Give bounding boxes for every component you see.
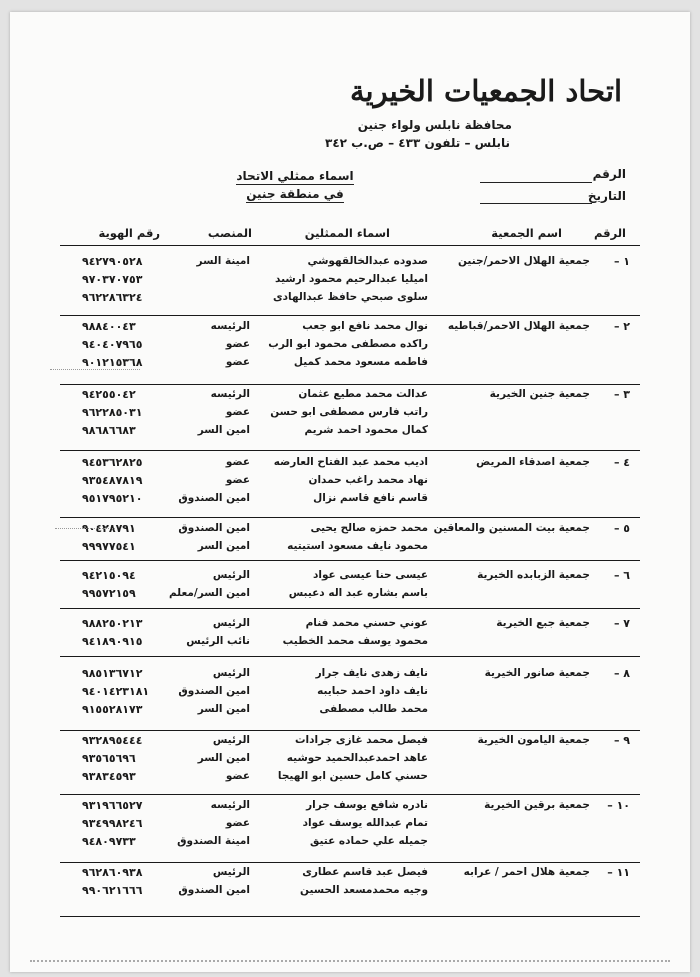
society-name: جمعية برقين الخيرية — [484, 799, 590, 811]
representative-position: الرئيس — [212, 866, 250, 878]
row-separator — [60, 560, 640, 561]
representative-name: فاطمه مسعود محمد كميل — [293, 356, 428, 368]
representative-position: امين السر/معلم — [168, 587, 250, 599]
representative-id: ٩٤١٨٩٠٩١٥ — [82, 635, 143, 648]
society-name: جمعية صانور الخيرية — [484, 667, 590, 679]
society-number: ٩ – — [613, 734, 630, 747]
representative-id: ٩٨٦٨٦٦٨٣ — [82, 424, 136, 437]
representative-position: الرئيس — [212, 667, 250, 679]
representative-id: ٩٤٠٤٠٧٩٦٥ — [82, 338, 143, 351]
representative-name: نادره شافع يوسف جرار — [306, 799, 428, 811]
document-page — [10, 12, 690, 972]
representative-position: امين السر — [197, 703, 250, 715]
representative-id: ٩٠٤٢٨٧٩١ — [82, 522, 136, 535]
representative-name: عيسى حنا عيسى عواد — [312, 569, 428, 581]
representative-position: الرئيسه — [210, 388, 250, 400]
representative-id: ٩٤٢٥٥٠٤٢ — [82, 388, 136, 401]
representative-id: ٩٣٨٣٤٥٩٣ — [82, 770, 136, 783]
representative-position: امين الصندوق — [178, 884, 250, 896]
society-number: ١ – — [613, 255, 630, 268]
representative-id: ٩٤٢٧٩٠٥٢٨ — [82, 255, 143, 268]
representative-name: محمود يوسف محمد الخطيب — [282, 635, 428, 647]
representative-id: ٩٤٠١٤٢٣١٨١ — [82, 685, 150, 698]
date-label: التاريخ — [587, 189, 626, 203]
representative-name: اديب محمد عبد الفتاح العارضه — [273, 456, 428, 468]
col-representatives: اسماء الممثلين — [304, 226, 390, 240]
representative-id: ٩٧٠٣٧٠٧٥٣ — [82, 273, 143, 286]
society-number: ٤ – — [613, 456, 630, 469]
representative-position: الرئيسه — [210, 799, 250, 811]
row-separator — [60, 517, 640, 518]
representative-position: عضو — [225, 406, 250, 418]
representative-name: نايف زهدى نايف جرار — [315, 667, 428, 679]
representative-name: حسني كامل حسين ابو الهيجا — [277, 770, 428, 782]
representative-id: ٩٤٥٣٦٢٨٢٥ — [82, 456, 143, 469]
representative-id: ٩٣٤٩٩٨٢٤٦ — [82, 817, 143, 830]
row-separator — [60, 794, 640, 795]
representative-name: اميليا عبدالرحيم محمود ارشيد — [275, 273, 428, 285]
representative-position: الرئيس — [212, 569, 250, 581]
representative-name: عدالت محمد مطيع عثمان — [298, 388, 428, 400]
society-number: ٨ – — [613, 667, 630, 680]
representative-position: نائب الرئيس — [186, 635, 250, 647]
representative-position: امين الصندوق — [178, 685, 250, 697]
representative-position: امين السر — [197, 752, 250, 764]
representative-position: الرئيسه — [210, 320, 250, 332]
header-rule — [60, 245, 640, 246]
society-number: ٧ – — [613, 617, 630, 630]
governorate-line: محافظة نابلس ولواء جنين — [357, 118, 512, 132]
representative-id: ٩٥١٧٩٥٢١٠ — [82, 492, 143, 505]
representative-position: الرئيس — [212, 734, 250, 746]
representative-name: محمد طالب مصطفى — [319, 703, 428, 715]
representative-name: كمال محمود احمد شريم — [304, 424, 428, 436]
representative-id: ٩٣٥٤٨٧٨١٩ — [82, 474, 143, 487]
org-name: اتحاد الجمعيات الخيرية — [349, 74, 622, 108]
row-separator — [60, 656, 640, 657]
row-separator — [60, 384, 640, 385]
representative-name: جميله علي حماده عتيق — [310, 835, 428, 847]
row-separator — [60, 916, 640, 917]
society-number: ٥ – — [613, 522, 630, 535]
representative-id: ٩٨٨٢٥٠٢١٣ — [82, 617, 143, 630]
ref-number-label: الرقم — [592, 167, 626, 181]
society-number: ٦ – — [613, 569, 630, 582]
representative-name: صدوده عبدالخالقهوشي — [307, 255, 428, 267]
row-separator — [60, 730, 640, 731]
society-name: جمعية اليامون الخيرية — [477, 734, 590, 746]
representative-id: ٩٣٢٨٩٥٤٤٤ — [82, 734, 143, 747]
representative-name: نوال محمد نافع ابو جعب — [302, 320, 428, 332]
representative-position: عضو — [225, 770, 250, 782]
society-number: ٢ – — [613, 320, 630, 333]
col-id-number: رقم الهوية — [98, 226, 160, 240]
col-position: المنصب — [207, 226, 252, 240]
representative-name: محمود نايف مسعود استيتيه — [287, 540, 428, 552]
society-number: ١٠ – — [607, 799, 630, 812]
ref-number-line — [480, 182, 592, 183]
representative-name: سلوى صبحي حافظ عبدالهادى — [273, 291, 428, 303]
society-name: جمعية الزبابده الخيرية — [477, 569, 590, 581]
list-subtitle: في منطقة جنين — [246, 187, 344, 201]
representative-name: فيصل عبد قاسم عطارى — [302, 866, 428, 878]
representative-name: عاهد احمدعبدالحميد حوشيه — [286, 752, 428, 764]
representative-position: امينة الصندوق — [177, 835, 250, 847]
representative-name: راتب فارس مصطفى ابو حسن — [270, 406, 428, 418]
representative-position: عضو — [225, 817, 250, 829]
representative-id: ٩٤٨٠٩٧٣٣ — [82, 835, 136, 848]
representative-position: امين الصندوق — [178, 492, 250, 504]
representative-name: باسم بشاره عبد اله دعيبس — [288, 587, 428, 599]
representative-name: نهاد محمد راغب حمدان — [308, 474, 428, 486]
representative-name: فيصل محمد غازى جرادات — [294, 734, 428, 746]
representative-position: امين الصندوق — [178, 522, 250, 534]
society-name: جمعية جبع الخيرية — [496, 617, 590, 629]
representative-id: ٩٩٠٦٢١٦٦٦ — [82, 884, 143, 897]
society-name: جمعية جنين الخيرية — [489, 388, 590, 400]
representative-position: الرئيس — [212, 617, 250, 629]
representative-name: نايف داود احمد حبايبه — [317, 685, 428, 697]
representative-id: ٩١٥٥٢٨١٧٣ — [82, 703, 143, 716]
representative-position: امين السر — [197, 424, 250, 436]
scan-mark — [30, 960, 670, 962]
representative-name: قاسم نافع قاسم نزال — [313, 492, 428, 504]
society-name: جمعية بيت المسنين والمعاقين — [433, 522, 590, 534]
society-name: جمعية اصدقاء المريض — [476, 456, 590, 468]
contact-line: نابلس – تلفون ٤٣٣ – ص.ب ٣٤٢ — [325, 136, 510, 150]
representative-position: عضو — [225, 338, 250, 350]
representative-position: عضو — [225, 474, 250, 486]
list-title: اسماء ممثلي الاتحاد — [236, 169, 354, 183]
date-line — [480, 203, 592, 204]
representative-position: عضو — [225, 356, 250, 368]
row-separator — [60, 450, 640, 451]
col-society: اسم الجمعية — [491, 226, 562, 240]
society-number: ٣ – — [613, 388, 630, 401]
row-separator — [60, 315, 640, 316]
representative-id: ٩٤٢١٥٠٩٤ — [82, 569, 136, 582]
representative-id: ٩٨٨٤٠٠٤٣ — [82, 320, 136, 333]
society-name: جمعية هلال احمر / عرابه — [463, 866, 590, 878]
representative-id: ٩٠١٢١٥٣٦٨ — [82, 356, 143, 369]
scan-mark — [55, 528, 115, 529]
representative-id: ٩٩٥٧٢١٥٩ — [82, 587, 136, 600]
representative-name: عوني حسني محمد فنام — [305, 617, 428, 629]
representative-position: عضو — [225, 456, 250, 468]
representative-id: ٩٣٥٦٥٦٩٦ — [82, 752, 136, 765]
scan-mark — [50, 369, 140, 370]
representative-name: راكده مصطفى محمود ابو الرب — [268, 338, 428, 350]
representative-id: ٩٦٢٢٨٦٣٢٤ — [82, 291, 143, 304]
row-separator — [60, 608, 640, 609]
representative-name: محمد حمزه صالح يحيى — [310, 522, 428, 534]
society-number: ١١ – — [607, 866, 630, 879]
society-name: جمعية الهلال الاحمر/جنين — [457, 255, 590, 267]
representative-id: ٩٣١٩٦٦٥٢٧ — [82, 799, 143, 812]
representative-id: ٩٨٥١٣٦٧١٢ — [82, 667, 143, 680]
representative-id: ٩٩٩٧٧٥٤١ — [82, 540, 136, 553]
representative-id: ٩٦٢٨٦٠٩٣٨ — [82, 866, 143, 879]
representative-name: تمام عبدالله يوسف عواد — [302, 817, 428, 829]
representative-position: امين السر — [197, 540, 250, 552]
representative-id: ٩٦٢٢٨٥٠٣١ — [82, 406, 143, 419]
col-number: الرقم — [594, 226, 626, 240]
representative-name: وجيه محمدمسعد الحسين — [300, 884, 428, 896]
society-name: جمعية الهلال الاحمر/قباطيه — [447, 320, 590, 332]
row-separator — [60, 862, 640, 863]
representative-position: امينة السر — [196, 255, 250, 267]
